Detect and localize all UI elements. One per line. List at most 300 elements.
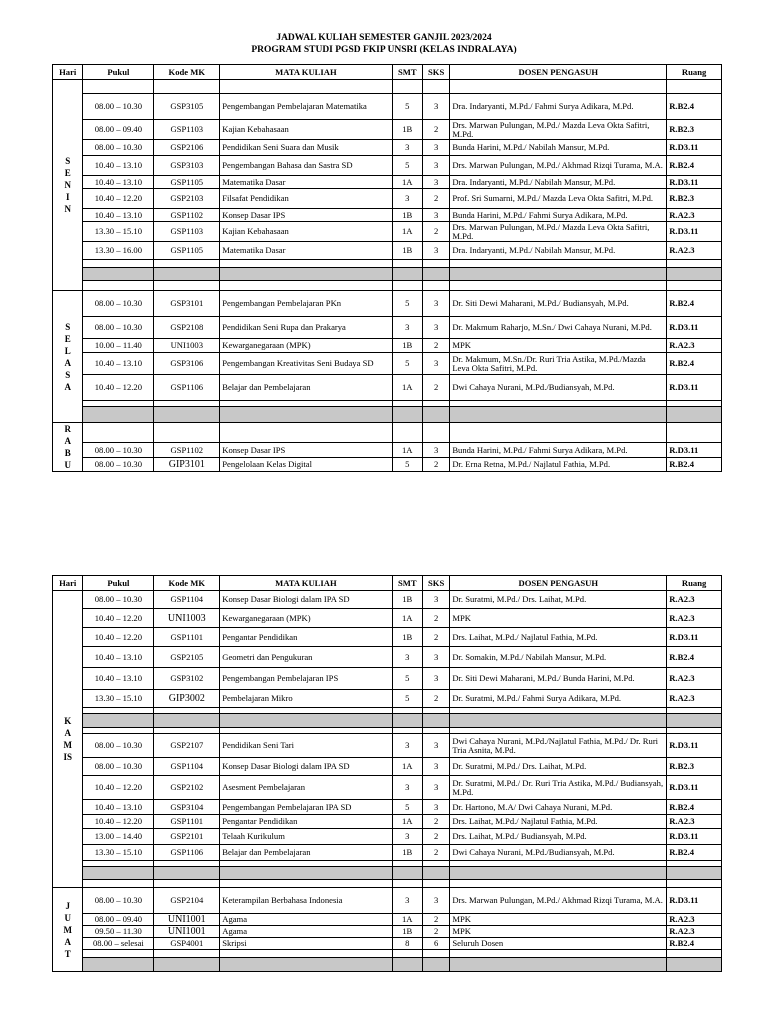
- course-code-cell: GSP1101: [154, 815, 220, 829]
- time-cell: 08.00 – 09.40: [83, 914, 154, 926]
- course-name-cell: Kajian Kebahasaan: [220, 120, 392, 140]
- column-header: Kode MK: [154, 65, 220, 80]
- time-cell: 08.00 – 10.30: [83, 443, 154, 457]
- empty-cell: [83, 268, 154, 281]
- lecturer-cell: MPK: [450, 339, 667, 353]
- empty-cell: [154, 281, 220, 291]
- room-cell: R.D3.11: [667, 140, 722, 156]
- credits-cell: 3: [422, 800, 449, 815]
- column-header: DOSEN PENGASUH: [450, 576, 667, 591]
- time-cell: 08.00 – 10.30: [83, 591, 154, 609]
- course-name-cell: Keterampilan Berbahasa Indonesia: [220, 888, 392, 914]
- table-row: [53, 209, 722, 222]
- table-row: [53, 845, 722, 861]
- course-name-cell: Pengembangan Pembelajaran PKn: [220, 291, 392, 317]
- empty-cell: [450, 867, 667, 880]
- course-name-cell: Filsafat Pendidikan: [220, 189, 392, 209]
- course-code-cell: GSP2108: [154, 317, 220, 339]
- credits-cell: 3: [422, 317, 449, 339]
- empty-cell: [220, 80, 392, 94]
- table-row: [53, 457, 722, 471]
- lecturer-cell: Drs. Laihat, M.Pd./ Budiansyah, M.Pd.: [450, 829, 667, 845]
- empty-cell: [392, 80, 422, 94]
- lecturer-cell: Prof. Sri Sumarni, M.Pd./ Mazda Leva Okta Safitri, M.Pd.: [450, 189, 667, 209]
- lecturer-cell: Dwi Cahaya Nurani, M.Pd./Najlatul Fathia, M.Pd./ Dr. Ruri Tria Asnita, M.Pd.: [450, 734, 667, 758]
- credits-cell: 3: [422, 647, 449, 668]
- empty-cell: [392, 867, 422, 880]
- empty-cell: [392, 268, 422, 281]
- course-code-cell: GIP3002: [154, 690, 220, 708]
- separator-row: [53, 867, 722, 880]
- time-cell: 10.40 – 13.10: [83, 647, 154, 668]
- semester-cell: 3: [392, 829, 422, 845]
- time-cell: 08.00 – 10.30: [83, 291, 154, 317]
- credits-cell: 3: [422, 591, 449, 609]
- semester-cell: 1A: [392, 176, 422, 189]
- lecturer-cell: Dr. Suratmi, M.Pd./ Dr. Ruri Tria Astika, M.Pd./ Budiansyah, M.Pd.: [450, 776, 667, 800]
- empty-cell: [220, 958, 392, 972]
- semester-cell: 1A: [392, 914, 422, 926]
- empty-cell: [392, 880, 422, 888]
- time-cell: 13.30 – 16.00: [83, 242, 154, 260]
- credits-cell: 3: [422, 176, 449, 189]
- time-cell: 10.40 – 12.20: [83, 815, 154, 829]
- course-name-cell: Asesment Pembelajaran: [220, 776, 392, 800]
- table-row: [53, 914, 722, 926]
- table-row: [53, 690, 722, 708]
- room-cell: R.A2.3: [667, 242, 722, 260]
- time-cell: 13.30 – 15.10: [83, 690, 154, 708]
- lecturer-cell: Bunda Harini, M.Pd./ Fahmi Surya Adikara, M.Pd.: [450, 443, 667, 457]
- time-cell: 13.30 – 15.10: [83, 222, 154, 242]
- blank-row: [53, 80, 722, 94]
- empty-cell: [220, 423, 392, 443]
- time-cell: 08.00 – 10.30: [83, 734, 154, 758]
- empty-cell: [667, 407, 722, 423]
- course-code-cell: GSP3105: [154, 94, 220, 120]
- credits-cell: 2: [422, 189, 449, 209]
- course-code-cell: GIP3101: [154, 457, 220, 471]
- semester-cell: 1A: [392, 609, 422, 628]
- semester-cell: 3: [392, 189, 422, 209]
- column-header: Hari: [53, 65, 83, 80]
- empty-cell: [220, 867, 392, 880]
- semester-cell: 1B: [392, 591, 422, 609]
- empty-cell: [83, 958, 154, 972]
- empty-cell: [422, 880, 449, 888]
- semester-cell: 1B: [392, 339, 422, 353]
- credits-cell: 3: [422, 156, 449, 176]
- room-cell: R.A2.3: [667, 668, 722, 690]
- time-cell: 10.40 – 12.20: [83, 628, 154, 647]
- time-cell: 10.00 – 11.40: [83, 339, 154, 353]
- empty-cell: [220, 268, 392, 281]
- credits-cell: 2: [422, 120, 449, 140]
- room-cell: R.D3.11: [667, 734, 722, 758]
- semester-cell: 1A: [392, 222, 422, 242]
- table-row: [53, 758, 722, 776]
- room-cell: R.A2.3: [667, 339, 722, 353]
- room-cell: R.D3.11: [667, 628, 722, 647]
- course-name-cell: Pendidikan Seni Rupa dan Prakarya: [220, 317, 392, 339]
- table-row: [53, 339, 722, 353]
- empty-cell: [422, 281, 449, 291]
- course-code-cell: GSP3102: [154, 668, 220, 690]
- table-row: [53, 156, 722, 176]
- table-row: [53, 888, 722, 914]
- credits-cell: 2: [422, 914, 449, 926]
- semester-cell: 5: [392, 690, 422, 708]
- empty-cell: [450, 268, 667, 281]
- empty-cell: [450, 80, 667, 94]
- course-name-cell: Pengantar Pendidikan: [220, 815, 392, 829]
- column-header: Hari: [53, 576, 83, 591]
- credits-cell: 3: [422, 443, 449, 457]
- table-row: [53, 647, 722, 668]
- empty-cell: [422, 80, 449, 94]
- empty-cell: [667, 260, 722, 268]
- day-name: RABU: [64, 424, 71, 470]
- empty-cell: [667, 268, 722, 281]
- course-name-cell: Pengantar Pendidikan: [220, 628, 392, 647]
- day-label-selasa: [53, 291, 83, 423]
- empty-cell: [392, 260, 422, 268]
- course-name-cell: Belajar dan Pembelajaran: [220, 375, 392, 401]
- credits-cell: 2: [422, 829, 449, 845]
- empty-cell: [667, 423, 722, 443]
- time-cell: 10.40 – 13.10: [83, 668, 154, 690]
- blank-row: [53, 950, 722, 958]
- course-code-cell: GSP1106: [154, 375, 220, 401]
- course-code-cell: GSP1104: [154, 591, 220, 609]
- table-row: [53, 189, 722, 209]
- course-code-cell: GSP1104: [154, 758, 220, 776]
- table-row: [53, 628, 722, 647]
- course-code-cell: GSP3106: [154, 353, 220, 375]
- lecturer-cell: Dra. Indaryanti, M.Pd./ Nabilah Mansur, M.Pd.: [450, 242, 667, 260]
- column-header: Ruang: [667, 65, 722, 80]
- course-name-cell: Kewarganegaraan (MPK): [220, 339, 392, 353]
- course-code-cell: GSP1102: [154, 443, 220, 457]
- course-code-cell: GSP1105: [154, 242, 220, 260]
- separator-row: [53, 407, 722, 423]
- empty-cell: [667, 80, 722, 94]
- time-cell: 10.40 – 12.20: [83, 609, 154, 628]
- credits-cell: 3: [422, 668, 449, 690]
- column-header: MATA KULIAH: [220, 65, 392, 80]
- empty-cell: [667, 958, 722, 972]
- column-header: Kode MK: [154, 576, 220, 591]
- semester-cell: 5: [392, 291, 422, 317]
- empty-cell: [422, 950, 449, 958]
- table-row: [53, 443, 722, 457]
- lecturer-cell: Dr. Hartono, M.A/ Dwi Cahaya Nurani, M.Pd.: [450, 800, 667, 815]
- semester-cell: 1A: [392, 375, 422, 401]
- course-code-cell: GSP2107: [154, 734, 220, 758]
- time-cell: 08.00 – 10.30: [83, 758, 154, 776]
- blank-row: [53, 880, 722, 888]
- blank-row: [53, 423, 722, 443]
- document-subtitle: PROGRAM STUDI PGSD FKIP UNSRI (KELAS INDRALAYA): [251, 45, 517, 55]
- time-cell: 13.00 – 14.40: [83, 829, 154, 845]
- table-row: [53, 317, 722, 339]
- empty-cell: [450, 423, 667, 443]
- time-cell: 10.40 – 12.20: [83, 375, 154, 401]
- semester-cell: 8: [392, 938, 422, 950]
- credits-cell: 2: [422, 375, 449, 401]
- credits-cell: 3: [422, 734, 449, 758]
- credits-cell: 3: [422, 353, 449, 375]
- course-code-cell: GSP3103: [154, 156, 220, 176]
- semester-cell: 3: [392, 140, 422, 156]
- credits-cell: 2: [422, 339, 449, 353]
- credits-cell: 2: [422, 690, 449, 708]
- day-name: KAMIS: [63, 716, 72, 762]
- course-code-cell: UNI1003: [154, 609, 220, 628]
- table-row: [53, 938, 722, 950]
- column-header: SMT: [392, 65, 422, 80]
- lecturer-cell: Seluruh Dosen: [450, 938, 667, 950]
- empty-cell: [154, 958, 220, 972]
- lecturer-cell: Dr. Somakin, M.Pd./ Nabilah Mansur, M.Pd.: [450, 647, 667, 668]
- time-cell: 10.40 – 13.10: [83, 353, 154, 375]
- empty-cell: [220, 880, 392, 888]
- course-code-cell: GSP1105: [154, 176, 220, 189]
- empty-cell: [450, 260, 667, 268]
- credits-cell: 3: [422, 758, 449, 776]
- lecturer-cell: Dr. Siti Dewi Maharani, M.Pd./ Budiansyah, M.Pd.: [450, 291, 667, 317]
- table-row: [53, 120, 722, 140]
- lecturer-cell: MPK: [450, 926, 667, 938]
- course-code-cell: GSP3104: [154, 800, 220, 815]
- lecturer-cell: Drs. Marwan Pulungan, M.Pd./ Akhmad Rizqi Turama, M.A.: [450, 888, 667, 914]
- table-row: [53, 591, 722, 609]
- empty-cell: [220, 407, 392, 423]
- room-cell: R.B2.3: [667, 120, 722, 140]
- empty-cell: [83, 260, 154, 268]
- column-header: Pukul: [83, 65, 154, 80]
- room-cell: R.D3.11: [667, 176, 722, 189]
- schedule-table-2: [52, 575, 722, 972]
- credits-cell: 3: [422, 94, 449, 120]
- semester-cell: 1B: [392, 926, 422, 938]
- credits-cell: 2: [422, 926, 449, 938]
- course-name-cell: Pengembangan Pembelajaran IPA SD: [220, 800, 392, 815]
- room-cell: R.A2.3: [667, 690, 722, 708]
- course-name-cell: Konsep Dasar IPS: [220, 443, 392, 457]
- course-name-cell: Pengembangan Pembelajaran Matematika: [220, 94, 392, 120]
- course-code-cell: GSP2106: [154, 140, 220, 156]
- semester-cell: 1A: [392, 443, 422, 457]
- day-label-jumat: [53, 888, 83, 972]
- room-cell: R.B2.4: [667, 94, 722, 120]
- semester-cell: 5: [392, 668, 422, 690]
- table-row: [53, 353, 722, 375]
- course-code-cell: GSP2105: [154, 647, 220, 668]
- credits-cell: 3: [422, 209, 449, 222]
- room-cell: R.B2.4: [667, 647, 722, 668]
- course-name-cell: Konsep Dasar Biologi dalam IPA SD: [220, 591, 392, 609]
- room-cell: R.B2.4: [667, 353, 722, 375]
- semester-cell: 1B: [392, 120, 422, 140]
- empty-cell: [392, 423, 422, 443]
- course-name-cell: Pengembangan Kreativitas Seni Budaya SD: [220, 353, 392, 375]
- course-name-cell: Konsep Dasar Biologi dalam IPA SD: [220, 758, 392, 776]
- day-name: SELASA: [64, 321, 71, 392]
- lecturer-cell: Dr. Suratmi, M.Pd./ Drs. Laihat, M.Pd.: [450, 758, 667, 776]
- room-cell: R.D3.11: [667, 888, 722, 914]
- course-code-cell: GSP1106: [154, 845, 220, 861]
- separator-row: [53, 958, 722, 972]
- course-code-cell: GSP4001: [154, 938, 220, 950]
- table-row: [53, 242, 722, 260]
- time-cell: 13.30 – 15.10: [83, 845, 154, 861]
- separator-row: [53, 714, 722, 728]
- room-cell: R.B2.4: [667, 457, 722, 471]
- course-name-cell: Agama: [220, 914, 392, 926]
- empty-cell: [83, 281, 154, 291]
- empty-cell: [220, 714, 392, 728]
- table-header-row: [53, 65, 722, 80]
- lecturer-cell: Drs. Marwan Pulungan, M.Pd./ Mazda Leva Okta Safitri, M.Pd.: [450, 120, 667, 140]
- table-row: [53, 140, 722, 156]
- time-cell: 10.40 – 13.10: [83, 176, 154, 189]
- lecturer-cell: Dr. Makmum Raharjo, M.Sn./ Dwi Cahaya Nurani, M.Pd.: [450, 317, 667, 339]
- course-code-cell: GSP3101: [154, 291, 220, 317]
- course-code-cell: UNI1003: [154, 339, 220, 353]
- course-name-cell: Kewarganegaraan (MPK): [220, 609, 392, 628]
- empty-cell: [154, 867, 220, 880]
- table-row: [53, 800, 722, 815]
- empty-cell: [450, 281, 667, 291]
- empty-cell: [83, 867, 154, 880]
- time-cell: 08.00 – 10.30: [83, 888, 154, 914]
- column-header: SKS: [422, 576, 449, 591]
- room-cell: R.A2.3: [667, 209, 722, 222]
- time-cell: 08.00 – 10.30: [83, 317, 154, 339]
- empty-cell: [422, 714, 449, 728]
- lecturer-cell: Drs. Laihat, M.Pd./ Najlatul Fathia, M.Pd.: [450, 815, 667, 829]
- course-name-cell: Skripsi: [220, 938, 392, 950]
- empty-cell: [422, 260, 449, 268]
- semester-cell: 3: [392, 734, 422, 758]
- semester-cell: 5: [392, 800, 422, 815]
- course-name-cell: Pembelajaran Mikro: [220, 690, 392, 708]
- empty-cell: [154, 407, 220, 423]
- time-cell: 10.40 – 13.10: [83, 156, 154, 176]
- lecturer-cell: Dr. Siti Dewi Maharani, M.Pd./ Bunda Harini, M.Pd.: [450, 668, 667, 690]
- time-cell: 10.40 – 12.20: [83, 189, 154, 209]
- empty-cell: [667, 880, 722, 888]
- credits-cell: 2: [422, 457, 449, 471]
- lecturer-cell: Drs. Marwan Pulungan, M.Pd./ Mazda Leva Okta Safitri, M.Pd.: [450, 222, 667, 242]
- day-name: SENIN: [64, 156, 71, 214]
- course-name-cell: Pengelolaan Kelas Digital: [220, 457, 392, 471]
- semester-cell: 5: [392, 156, 422, 176]
- table-header-row: [53, 576, 722, 591]
- empty-cell: [154, 714, 220, 728]
- empty-cell: [392, 958, 422, 972]
- time-cell: 08.00 – 10.30: [83, 94, 154, 120]
- semester-cell: 3: [392, 888, 422, 914]
- semester-cell: 1B: [392, 209, 422, 222]
- semester-cell: 1B: [392, 242, 422, 260]
- table-row: [53, 291, 722, 317]
- lecturer-cell: Drs. Laihat, M.Pd./ Najlatul Fathia, M.Pd.: [450, 628, 667, 647]
- course-name-cell: Agama: [220, 926, 392, 938]
- credits-cell: 6: [422, 938, 449, 950]
- empty-cell: [667, 714, 722, 728]
- credits-cell: 3: [422, 140, 449, 156]
- day-label-rabu: [53, 423, 83, 472]
- empty-cell: [154, 260, 220, 268]
- course-name-cell: Pengembangan Bahasa dan Sastra SD: [220, 156, 392, 176]
- column-header: Pukul: [83, 576, 154, 591]
- semester-cell: 3: [392, 647, 422, 668]
- room-cell: R.A2.3: [667, 815, 722, 829]
- room-cell: R.B2.3: [667, 189, 722, 209]
- course-code-cell: GSP1103: [154, 120, 220, 140]
- credits-cell: 2: [422, 815, 449, 829]
- empty-cell: [154, 423, 220, 443]
- room-cell: R.A2.3: [667, 591, 722, 609]
- room-cell: R.B2.4: [667, 156, 722, 176]
- room-cell: R.B2.4: [667, 291, 722, 317]
- course-name-cell: Konsep Dasar IPS: [220, 209, 392, 222]
- semester-cell: 5: [392, 353, 422, 375]
- empty-cell: [422, 268, 449, 281]
- semester-cell: 1A: [392, 815, 422, 829]
- table-row: [53, 926, 722, 938]
- lecturer-cell: Bunda Harini, M.Pd./ Nabilah Mansur, M.Pd.: [450, 140, 667, 156]
- lecturer-cell: Drs. Marwan Pulungan, M.Pd./ Akhmad Rizqi Turama, M.A.: [450, 156, 667, 176]
- lecturer-cell: Dr. Suratmi, M.Pd./ Drs. Laihat, M.Pd.: [450, 591, 667, 609]
- course-code-cell: GSP2101: [154, 829, 220, 845]
- semester-cell: 1B: [392, 845, 422, 861]
- time-cell: 08.00 – 10.30: [83, 457, 154, 471]
- table-row: [53, 776, 722, 800]
- empty-cell: [667, 867, 722, 880]
- time-cell: 10.40 – 12.20: [83, 776, 154, 800]
- credits-cell: 2: [422, 628, 449, 647]
- column-header: SKS: [422, 65, 449, 80]
- room-cell: R.A2.3: [667, 914, 722, 926]
- empty-cell: [422, 407, 449, 423]
- room-cell: R.A2.3: [667, 926, 722, 938]
- lecturer-cell: Dwi Cahaya Nurani, M.Pd./Budiansyah, M.Pd.: [450, 375, 667, 401]
- table-row: [53, 176, 722, 189]
- course-name-cell: Geometri dan Pengukuran: [220, 647, 392, 668]
- credits-cell: 3: [422, 888, 449, 914]
- course-code-cell: GSP1101: [154, 628, 220, 647]
- time-cell: 08.00 – selesai: [83, 938, 154, 950]
- room-cell: R.D3.11: [667, 222, 722, 242]
- lecturer-cell: Dwi Cahaya Nurani, M.Pd./Budiansyah, M.Pd.: [450, 845, 667, 861]
- room-cell: R.D3.11: [667, 776, 722, 800]
- credits-cell: 2: [422, 845, 449, 861]
- day-label-senin: [53, 80, 83, 291]
- empty-cell: [422, 867, 449, 880]
- table-row: [53, 94, 722, 120]
- lecturer-cell: Bunda Harini, M.Pd./ Fahmi Surya Adikara, M.Pd.: [450, 209, 667, 222]
- empty-cell: [450, 958, 667, 972]
- empty-cell: [450, 714, 667, 728]
- lecturer-cell: Dr. Erna Retna, M.Pd./ Najlatul Fathia, M.Pd.: [450, 457, 667, 471]
- course-code-cell: UNI1001: [154, 914, 220, 926]
- room-cell: R.D3.11: [667, 375, 722, 401]
- empty-cell: [392, 714, 422, 728]
- table-row: [53, 829, 722, 845]
